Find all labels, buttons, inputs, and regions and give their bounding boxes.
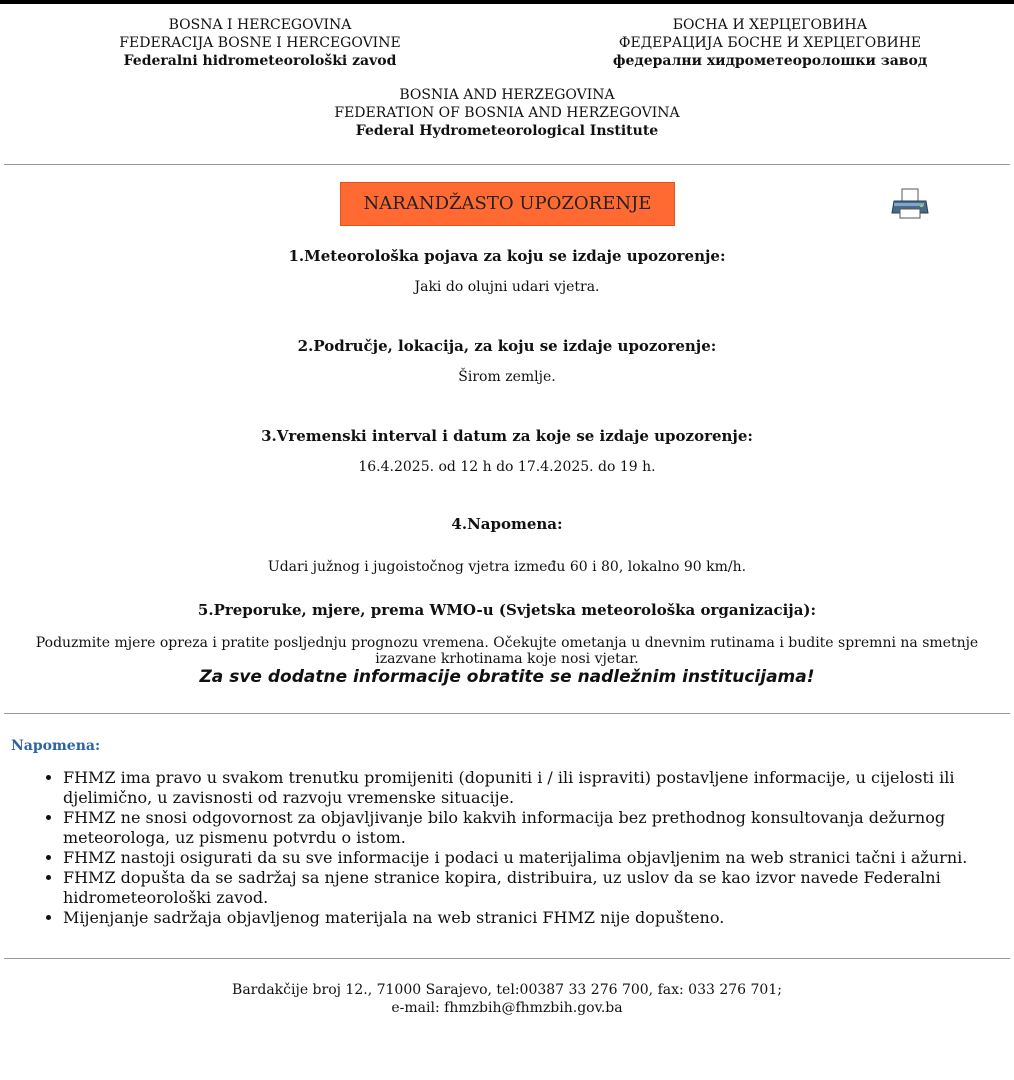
section-4-title: 4.Napomena: (451, 515, 563, 533)
list-item: • FHMZ dopušta da se sadržaj sa njene stranice kopira, distribuira, uz uslov da se kao izvor navede Federalni hidrometeorološki zavod. (63, 868, 1014, 908)
section-2-title: 2.Područje, lokacija, za koju se izdaje upozorenje: (297, 337, 717, 355)
header-country-english: BOSNIA AND HERZEGOVINA (399, 87, 615, 103)
list-item: • Mijenjanje sadržaja objavljenog materijala na web stranici FHMZ nije dopušteno. (63, 908, 1014, 928)
header-country: BOSNA I HERCEGOVINA (168, 17, 352, 33)
header-institute-english: Federal Hydrometeorological Institute (355, 123, 659, 139)
list-item: • FHMZ ima pravo u svakom trenutku promijeniti (dopuniti i / ili ispraviti) postavljene informacije, u cijelosti ili djelimično, u zavisnosti od razvoju vremenske situacije. (63, 768, 1014, 808)
page-header (0, 4, 1014, 154)
header-cyrillic (560, 16, 980, 70)
page-footer (0, 959, 1014, 1017)
header-english (0, 86, 1014, 140)
footer-address: Bardakčije broj 12., 71000 Sarajevo, tel:00387 33 276 700, fax: 033 276 701; (232, 982, 782, 998)
section-3-title: 3.Vremenski interval i datum za koje se izdaje upozorenje: (261, 427, 753, 445)
closing-statement: Za sve dodatne informacije obratite se nadležnim institucijama! (199, 667, 815, 687)
section-1-body: Jaki do olujni udari vjetra. (414, 279, 600, 295)
notes-title: Napomena: (11, 738, 101, 754)
header-federation-english: FEDERATION OF BOSNIA AND HERZEGOVINA (334, 105, 680, 121)
section-1-title: 1.Meteorološka pojava za koju se izdaje upozorenje: (288, 247, 726, 265)
warning-details (0, 245, 1014, 687)
header-institute: Federalni hidrometeorološki zavod (123, 53, 397, 69)
header-institute-cyrillic: федерални хидрометеоролошки завод (612, 53, 928, 69)
notes-list (11, 768, 1014, 928)
section-4-body: Udari južnog i jugoistočnog vjetra između 60 i 80, lokalno 90 km/h. (267, 559, 747, 575)
section-5-title: 5.Preporuke, mjere, prema WMO-u (Svjetska meteorološka organizacija): (197, 601, 817, 619)
header-federation-cyrillic: ФЕДЕРАЦИЈА БОСНЕ И ХЕРЦЕГОВИНЕ (618, 35, 922, 51)
section-3-body: 16.4.2025. od 12 h do 17.4.2025. do 19 h. (358, 459, 656, 475)
footer-email[interactable]: e-mail: fhmzbih@fhmzbih.gov.ba (391, 1000, 623, 1016)
notes-section (0, 714, 1014, 928)
header-country-cyrillic: БОСНА И ХЕРЦЕГОВИНА (672, 17, 868, 33)
section-5-body: Poduzmite mjere opreza i pratite posljednju prognozu vremena. Očekujte ometanja u dnevnim rutinama i budite spremni na smetnje izazvane krhotinama koje nosi vjetar. (35, 635, 979, 667)
header-latin (60, 16, 460, 70)
printer-icon[interactable] (890, 187, 930, 221)
warning-row (0, 165, 1014, 245)
header-federation: FEDERACIJA BOSNE I HERCEGOVINE (119, 35, 401, 51)
list-item: • FHMZ ne snosi odgovornost za objavljivanje bilo kakvih informacija bez prethodnog konsultovanja dežurnog meteorologa, uz pismenu potvrdu o istom. (63, 808, 1014, 848)
list-item: • FHMZ nastoji osigurati da su sve informacije i podaci u materijalima objavljenim na web stranici tačni i ažurni. (63, 848, 1014, 868)
section-2-body: Širom zemlje. (458, 369, 556, 385)
warning-level-badge: NARANDŽASTO UPOZORENJE (340, 182, 675, 226)
